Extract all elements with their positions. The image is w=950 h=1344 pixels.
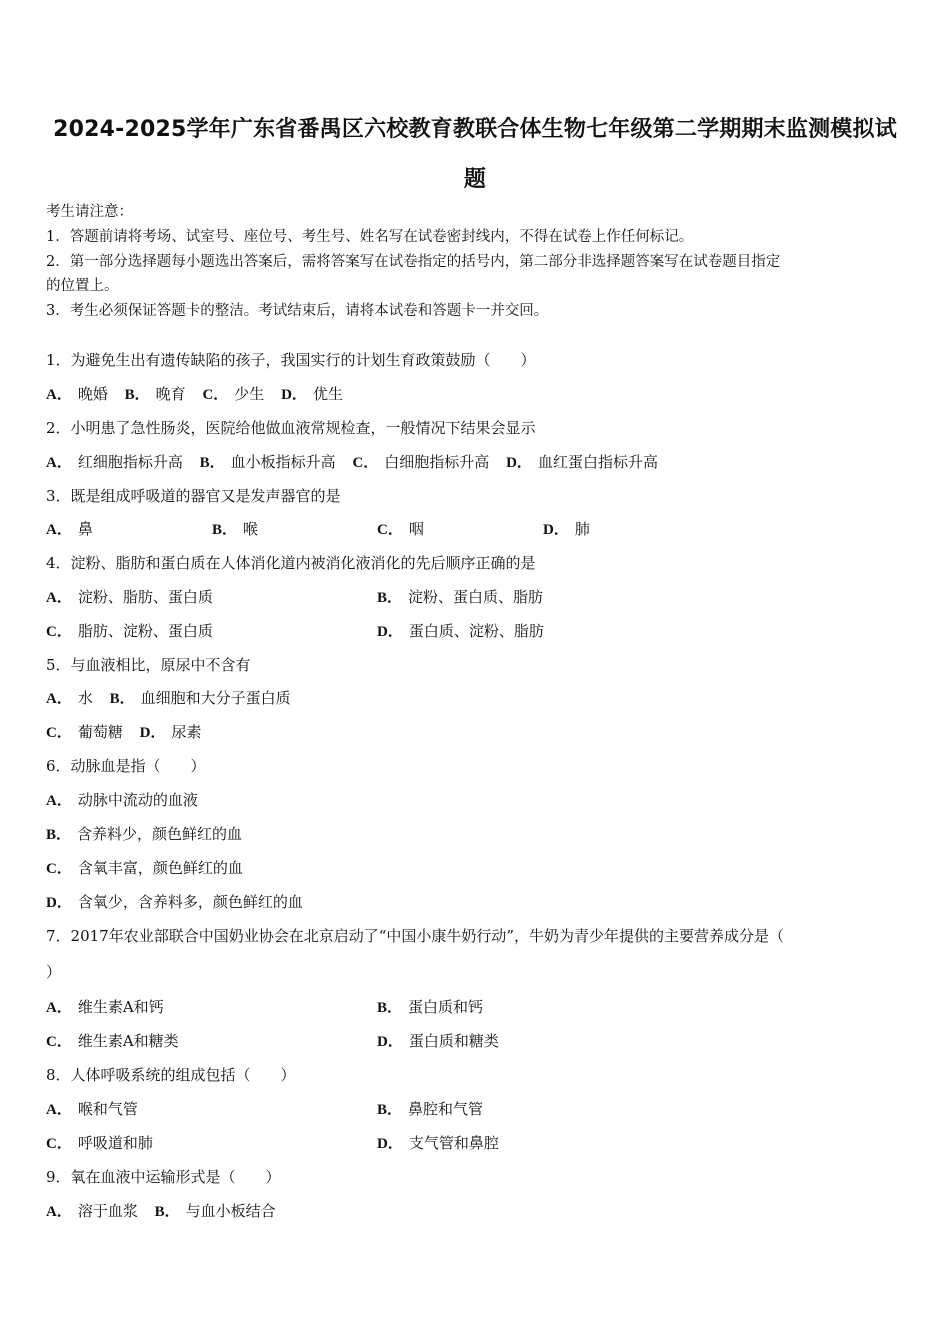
question-8-option-d — [377, 1133, 499, 1154]
question-6-option-a — [46, 790, 198, 811]
question-4-option-c — [46, 621, 213, 642]
option-text: 溶于血浆 — [77, 1202, 138, 1220]
question-1-options — [46, 384, 343, 405]
option-text: 蛋白质和钙 — [408, 998, 484, 1016]
question-6-option-c — [46, 858, 243, 879]
notice-item: 3．考生必须保证答题卡的整洁。考试结束后，请将本试卷和答题卡一并交回。 — [46, 303, 549, 319]
option-key: D． — [281, 387, 307, 403]
option-key: B． — [46, 827, 72, 843]
notice-item: 2．第一部分选择题每小题选出答案后，需将答案写在试卷指定的括号内，第二部分非选择题答案写在试卷题目指定 — [46, 254, 781, 270]
option-key: D． — [377, 624, 403, 640]
option-key: C． — [46, 1136, 72, 1152]
option-text: 晚育 — [155, 385, 186, 403]
question-4-stem: 4．淀粉、脂肪和蛋白质在人体消化道内被消化液消化的先后顺序正确的是 — [46, 554, 536, 572]
option-key: A． — [46, 387, 72, 403]
option-text: 脂肪、淀粉、蛋白质 — [77, 622, 213, 640]
option-key: A． — [46, 793, 72, 809]
option-key: B． — [377, 1102, 403, 1118]
option-text: 红细胞指标升高 — [77, 453, 183, 471]
question-3-option-b — [212, 519, 258, 540]
question-3-option-d — [543, 519, 590, 540]
option-text: 尿素 — [171, 723, 202, 741]
question-4-option-d — [377, 621, 544, 642]
option-key: B． — [154, 1204, 180, 1220]
option-text: 鼻 — [77, 520, 93, 538]
option-key: A． — [46, 1102, 72, 1118]
notice-item: 1．答题前请将考场、试室号、座位号、考生号、姓名写在试卷密封线内，不得在试卷上作任何标记。 — [46, 229, 694, 245]
option-text: 葡萄糖 — [77, 723, 123, 741]
option-text: 含氧丰富，颜色鲜红的血 — [77, 859, 243, 877]
option-key: D． — [46, 895, 72, 911]
question-7-option-a — [46, 997, 164, 1018]
option-key: B． — [377, 1000, 403, 1016]
option-text: 蛋白质和糖类 — [408, 1032, 499, 1050]
option-text: 与血小板结合 — [185, 1202, 276, 1220]
option-key: D． — [377, 1136, 403, 1152]
question-8-stem: 8．人体呼吸系统的组成包括（ ） — [46, 1066, 296, 1084]
option-key: B． — [124, 387, 150, 403]
option-key: C． — [46, 861, 72, 877]
option-key: A． — [46, 590, 72, 606]
document-title-line-2: 题 — [463, 167, 487, 192]
option-text: 少生 — [234, 385, 265, 403]
option-key: A． — [46, 455, 72, 471]
question-8-option-b — [377, 1099, 483, 1120]
option-key: D． — [543, 522, 569, 538]
option-text: 支气管和鼻腔 — [408, 1134, 499, 1152]
option-key: D． — [377, 1034, 403, 1050]
option-text: 血细胞和大分子蛋白质 — [140, 689, 291, 707]
question-3-option-c — [377, 519, 424, 540]
question-9-stem: 9．氧在血液中运输形式是（ ） — [46, 1168, 281, 1186]
option-key: C． — [377, 522, 403, 538]
option-text: 维生素A和糖类 — [77, 1032, 179, 1050]
question-2-options — [46, 452, 658, 473]
question-2-stem: 2．小明患了急性肠炎，医院给他做血液常规检查，一般情况下结果会显示 — [46, 419, 536, 437]
option-text: 蛋白质、淀粉、脂肪 — [408, 622, 544, 640]
option-key: A． — [46, 522, 72, 538]
question-5-options-row-1 — [46, 688, 291, 709]
option-key: D． — [506, 455, 532, 471]
option-text: 血小板指标升高 — [230, 453, 336, 471]
option-key: C． — [46, 725, 72, 741]
option-text: 肺 — [574, 520, 590, 538]
option-text: 维生素A和钙 — [77, 998, 164, 1016]
question-7-option-d — [377, 1031, 499, 1052]
option-text: 含养料少，颜色鲜红的血 — [77, 825, 243, 843]
option-key: C． — [46, 624, 72, 640]
option-text: 优生 — [312, 385, 343, 403]
question-5-stem: 5．与血液相比，原尿中不含有 — [46, 656, 251, 674]
question-7-stem-continuation: ） — [46, 963, 62, 981]
question-8-option-a — [46, 1099, 138, 1120]
question-9-options — [46, 1201, 276, 1222]
option-text: 白细胞指标升高 — [384, 453, 490, 471]
option-text: 淀粉、脂肪、蛋白质 — [77, 588, 213, 606]
question-4-option-a — [46, 587, 213, 608]
question-1-stem: 1．为避免生出有遗传缺陷的孩子，我国实行的计划生育政策鼓励（ ） — [46, 351, 536, 369]
option-text: 含氧少，含养料多，颜色鲜红的血 — [77, 893, 303, 911]
notice-item: 的位置上。 — [46, 278, 119, 294]
option-key: C． — [202, 387, 229, 403]
question-7-option-c — [46, 1031, 179, 1052]
option-text: 喉和气管 — [77, 1100, 138, 1118]
question-8-option-c — [46, 1133, 153, 1154]
option-key: B． — [212, 522, 238, 538]
option-key: B． — [109, 691, 135, 707]
option-key: A． — [46, 691, 72, 707]
option-key: B． — [377, 590, 403, 606]
option-text: 血红蛋白指标升高 — [537, 453, 658, 471]
option-key: A． — [46, 1000, 72, 1016]
option-text: 咽 — [408, 520, 424, 538]
option-key: C． — [352, 455, 379, 471]
question-5-options-row-2 — [46, 722, 202, 743]
question-7-option-b — [377, 997, 483, 1018]
question-6-option-d — [46, 892, 303, 913]
option-text: 动脉中流动的血液 — [77, 791, 198, 809]
notice-heading: 考生请注意： — [46, 204, 133, 220]
option-key: A． — [46, 1204, 72, 1220]
option-text: 淀粉、蛋白质、脂肪 — [408, 588, 544, 606]
question-6-stem: 6．动脉血是指（ ） — [46, 757, 206, 775]
option-text: 鼻腔和气管 — [408, 1100, 484, 1118]
option-text: 呼吸道和肺 — [77, 1134, 153, 1152]
question-3-option-a — [46, 519, 93, 540]
question-4-option-b — [377, 587, 543, 608]
option-key: B． — [199, 455, 225, 471]
option-key: C． — [46, 1034, 72, 1050]
option-text: 喉 — [243, 520, 259, 538]
question-6-option-b — [46, 824, 242, 845]
option-key: D． — [139, 725, 166, 741]
option-text: 晚婚 — [77, 385, 108, 403]
document-title-line-1: 2024-2025学年广东省番禺区六校教育教联合体生物七年级第二学期期末监测模拟试 — [53, 117, 897, 142]
question-7-stem: 7．2017年农业部联合中国奶业协会在北京启动了“中国小康牛奶行动”，牛奶为青少年提供的主要营养成分是（ — [46, 927, 785, 945]
option-text: 水 — [77, 689, 93, 707]
question-3-stem: 3．既是组成呼吸道的器官又是发声器官的是 — [46, 487, 341, 505]
